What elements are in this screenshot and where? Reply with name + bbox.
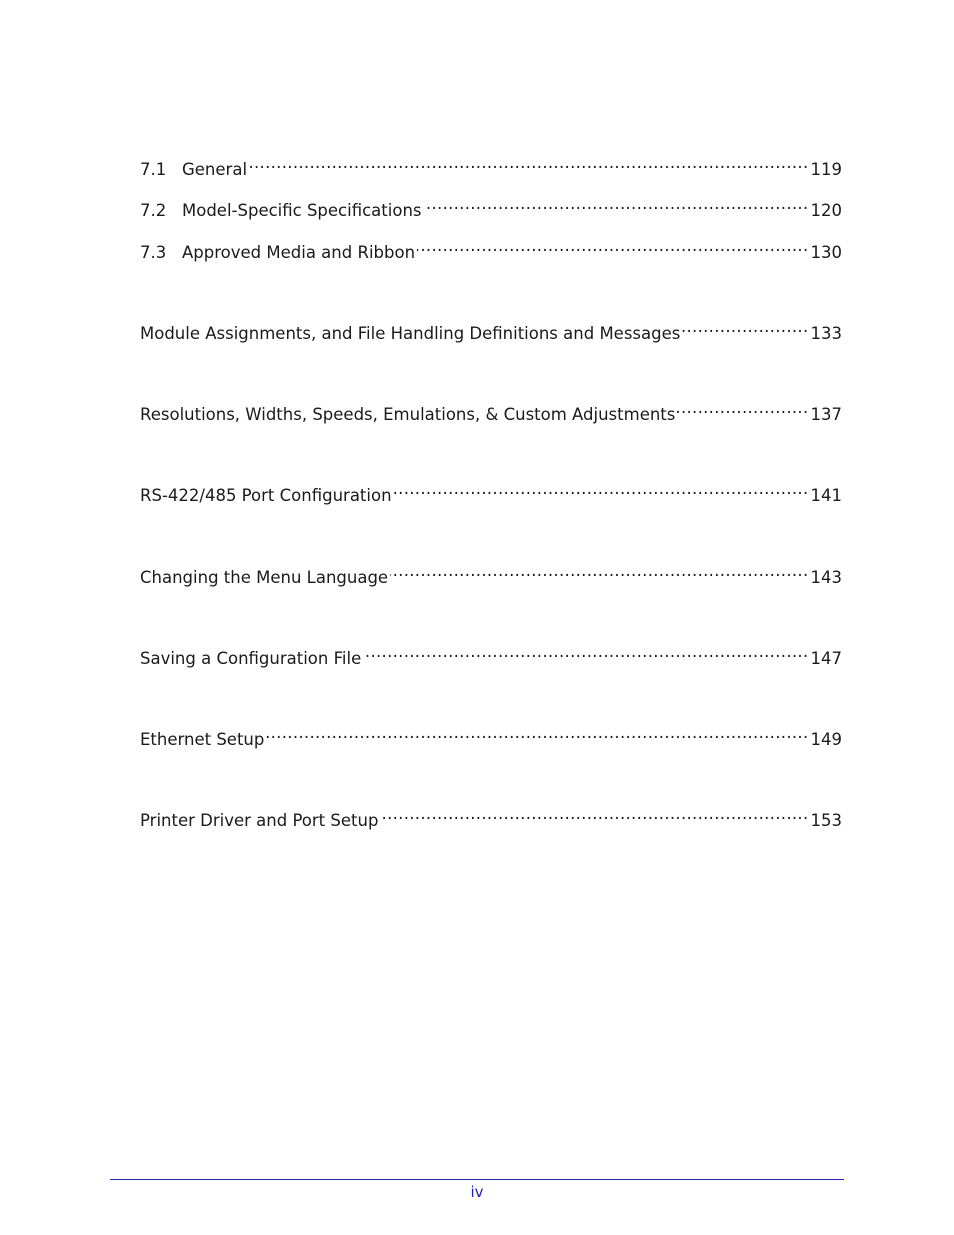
- dot-leader: [363, 640, 808, 664]
- toc-entry[interactable]: [140, 234, 842, 262]
- toc-entry-title: Saving a Configuration File: [140, 649, 362, 668]
- footer-rule: [110, 1179, 844, 1180]
- dot-leader: [682, 315, 808, 339]
- toc-entry[interactable]: [140, 396, 842, 424]
- dot-leader: [390, 559, 808, 583]
- toc-entry-title: Printer Driver and Port Setup: [140, 811, 379, 830]
- dot-leader: [249, 151, 808, 175]
- toc-entry-page: 149: [810, 730, 842, 749]
- toc-entry[interactable]: [140, 315, 842, 343]
- dot-leader: [394, 477, 809, 501]
- toc-entry[interactable]: [140, 192, 842, 220]
- toc-entry-title: Model-Specific Specifications: [182, 201, 422, 220]
- toc-entry-title: General: [182, 160, 248, 179]
- toc-entry-title: RS-422/485 Port Configuration: [140, 486, 392, 505]
- toc-entry-title: Resolutions, Widths, Speeds, Emulations, & Custom Adjustments: [140, 405, 676, 424]
- footer-page-number: iv: [470, 1183, 484, 1201]
- toc-entry-number: 7.1: [140, 160, 167, 179]
- toc-entry-title: Ethernet Setup: [140, 730, 265, 749]
- toc-entry-page: 133: [810, 324, 842, 343]
- dot-leader: [677, 396, 808, 420]
- toc-entry-page: 119: [810, 160, 842, 179]
- toc-entry-title: Module Assignments, and File Handling Definitions and Messages: [140, 324, 681, 343]
- toc-entry[interactable]: [140, 477, 842, 505]
- dot-leader: [417, 234, 808, 258]
- dot-leader: [424, 192, 809, 216]
- toc-entry-title: Changing the Menu Language: [140, 568, 389, 587]
- toc-entry-page: 143: [810, 568, 842, 587]
- toc-entry[interactable]: [140, 151, 842, 179]
- toc-entry-title: Approved Media and Ribbon: [182, 243, 416, 262]
- toc-entry[interactable]: [140, 640, 842, 668]
- toc-entry-page: 147: [810, 649, 842, 668]
- dot-leader: [380, 802, 808, 826]
- toc-entry[interactable]: [140, 559, 842, 587]
- toc-entry-page: 153: [810, 811, 842, 830]
- toc-entry[interactable]: [140, 721, 842, 749]
- toc-entry-page: 141: [810, 486, 842, 505]
- dot-leader: [266, 721, 808, 745]
- toc-entry[interactable]: [140, 802, 842, 830]
- toc-entry-page: 137: [810, 405, 842, 424]
- toc-entry-page: 130: [810, 243, 842, 262]
- toc-entry-number: 7.2: [140, 201, 167, 220]
- toc-entry-number: 7.3: [140, 243, 167, 262]
- toc-entry-page: 120: [810, 201, 842, 220]
